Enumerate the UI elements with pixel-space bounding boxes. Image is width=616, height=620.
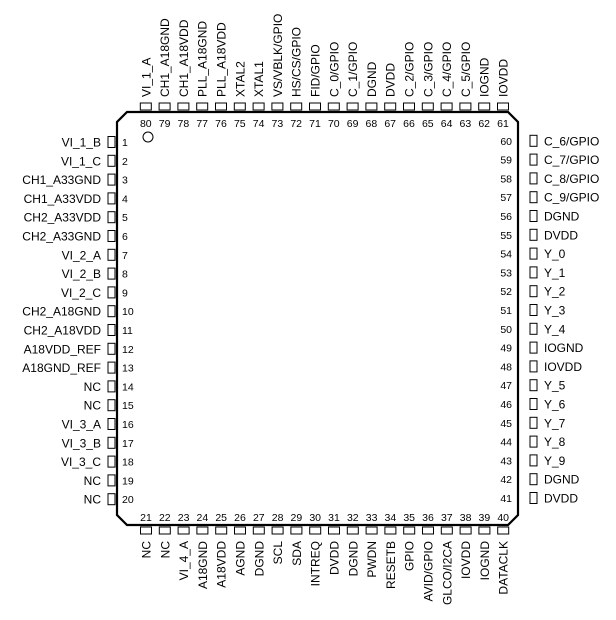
pin-label: DGND: [252, 541, 267, 577]
pin-label: CH1_A18GND: [158, 18, 173, 97]
pin-pad: [460, 103, 471, 110]
pin-label: HS/CS/GPIO: [289, 26, 304, 97]
pin-number: 40: [497, 512, 510, 524]
pin-label: Y_6: [544, 397, 566, 412]
pin-number: 77: [196, 118, 209, 130]
pin-pad: [460, 527, 471, 534]
pin-number: 36: [422, 512, 434, 524]
pin-label: IOGND: [477, 57, 492, 97]
pin-pad: [108, 381, 115, 392]
pin-label: NC: [139, 541, 154, 559]
pin-number: 20: [122, 494, 134, 507]
pin-number: 21: [140, 512, 152, 524]
pin-label: VI_4_A: [177, 541, 192, 581]
pin-label: Y_3: [544, 303, 566, 318]
pin-number: 17: [122, 437, 134, 450]
pin-pad: [530, 436, 537, 447]
pin-pad: [159, 103, 170, 110]
pin-label: DGND: [346, 541, 361, 577]
pin-label: IOGND: [544, 341, 584, 356]
pin-number: 35: [403, 512, 416, 524]
pin-number: 15: [122, 400, 134, 413]
pin-label: DGND: [364, 61, 379, 97]
pin-number: 48: [500, 361, 512, 374]
pin-number: 79: [158, 118, 171, 130]
pin-number: 53: [500, 267, 512, 280]
pin-pad: [530, 154, 537, 165]
pin-pad: [530, 192, 537, 203]
pin-label: A18GND: [195, 541, 210, 590]
pin-number: 63: [459, 118, 472, 130]
pin-label: PWDN: [365, 541, 380, 578]
pin-number: 59: [500, 154, 512, 167]
pin-number: 65: [421, 118, 434, 130]
pin-pad: [530, 493, 537, 504]
pin-pad: [347, 527, 358, 534]
pin-label: Y_9: [544, 453, 566, 468]
pin-pad: [234, 103, 245, 110]
pin-pad: [235, 527, 246, 534]
pin-label: CH1_A18VDD: [176, 19, 191, 97]
pin-label: IOVDD: [496, 58, 511, 97]
pin-label: IOVDD: [544, 359, 583, 374]
pin-label: VI_2_C: [60, 285, 101, 300]
pin-pad: [291, 103, 302, 110]
pin-number: 16: [122, 419, 134, 431]
pin-label: C_7/GPIO: [544, 153, 600, 168]
pin-number: 45: [500, 417, 512, 430]
pin-pad: [530, 323, 537, 334]
pin-label: VI_1_B: [61, 135, 101, 150]
pin-number: 50: [500, 323, 512, 336]
pin-number: 23: [177, 512, 190, 524]
pin-number: 4: [122, 193, 128, 206]
pin-label: RESETB: [383, 541, 398, 590]
pin-pad: [108, 419, 115, 430]
pin-label: DVDD: [544, 228, 579, 243]
pin-label: CH2_A18GND: [22, 304, 101, 319]
chip-body: [117, 112, 518, 525]
pin-number: 56: [500, 211, 512, 223]
pin-pad: [108, 137, 115, 148]
pin-label: FID/GPIO: [308, 44, 323, 97]
pin-label: A18VDD_REF: [23, 342, 101, 357]
pin-pad: [441, 527, 452, 534]
pin-pad: [530, 248, 537, 259]
pin-pad: [178, 103, 189, 110]
pin-pad: [197, 527, 208, 534]
pin-number: 47: [500, 380, 512, 393]
pin-number: 13: [122, 362, 134, 375]
pin-label: DATACLK: [496, 541, 511, 595]
pin-label: VI_3_A: [61, 417, 101, 432]
pin-label: A18VDD: [214, 541, 229, 588]
pin-pad: [404, 527, 415, 534]
pin-number: 49: [500, 342, 512, 355]
pin-label: AVID/GPIO: [421, 541, 436, 602]
pin-label: IOGND: [477, 541, 492, 581]
pin-number: 80: [139, 118, 152, 130]
pin-number: 24: [196, 512, 209, 524]
pin-label: PLL_A18VDD: [214, 22, 229, 97]
pin-label: SDA: [289, 541, 304, 566]
pin-number: 75: [233, 118, 246, 130]
pin-pad: [404, 103, 415, 110]
pin-pad: [140, 103, 151, 110]
pin-pad: [347, 103, 358, 110]
pin-number: 33: [365, 512, 378, 524]
pin-pad: [422, 103, 433, 110]
pin-number: 41: [500, 493, 512, 505]
pin-number: 28: [271, 512, 284, 524]
pin-label: NC: [83, 473, 101, 488]
pin-pad: [108, 212, 115, 223]
pin-number: 43: [500, 455, 512, 468]
pin-pad: [108, 456, 115, 467]
pin-number: 37: [440, 512, 453, 524]
pin-pad: [366, 527, 377, 534]
pin-pad: [216, 527, 227, 534]
pin-number: 51: [500, 305, 512, 317]
pin-number: 44: [500, 436, 512, 449]
pin-label: Y_5: [544, 378, 566, 393]
pin-pad: [108, 437, 115, 448]
pin-label: VI_3_C: [60, 455, 101, 470]
pin-number: 74: [252, 118, 265, 130]
pin-label: C_8/GPIO: [544, 171, 600, 186]
pin-pad: [530, 474, 537, 485]
pin-pad: [530, 211, 537, 222]
pin-number: 62: [478, 118, 491, 130]
pin-number: 38: [459, 512, 472, 524]
pin-label: DGND: [544, 209, 580, 224]
pin-pad: [108, 249, 115, 260]
pin-label: NC: [83, 379, 101, 394]
pin-number: 3: [122, 174, 128, 187]
pin-label: Y_1: [544, 265, 566, 280]
pin-number: 46: [500, 399, 512, 411]
pin-pad: [108, 343, 115, 354]
pin-pad: [272, 103, 283, 110]
pin-number: 60: [500, 135, 512, 148]
pin-pad: [108, 287, 115, 298]
pin-label: GLCO/I2CA: [440, 541, 455, 606]
pin-label: GPIO: [402, 541, 417, 572]
pin-label: VI_1_C: [60, 154, 101, 169]
pin-label: Y_8: [544, 435, 566, 450]
pin-number: 70: [327, 118, 340, 130]
pin-pad: [385, 103, 396, 110]
pin-number: 31: [328, 512, 340, 524]
pin-number: 19: [122, 475, 134, 488]
pin-label: INTREQ: [308, 541, 323, 587]
pin-number: 7: [122, 249, 128, 262]
pin-label: CH2_A18VDD: [23, 323, 101, 338]
pin-pad: [328, 103, 339, 110]
pin-number: 72: [290, 118, 303, 130]
pin-pad: [479, 103, 490, 110]
pin-pad: [329, 527, 340, 534]
pin-pad: [108, 475, 115, 486]
pin-label: CH2_A33GND: [22, 229, 101, 244]
pin-pad: [253, 527, 264, 534]
pin-label: SCL: [271, 541, 286, 565]
pin-pad: [253, 103, 264, 110]
pin-pad: [530, 399, 537, 410]
pin-label: C_3/GPIO: [421, 41, 436, 97]
pin-label: XTAL2: [233, 61, 248, 97]
pin-label: C_5/GPIO: [458, 41, 473, 97]
pin-number: 26: [234, 512, 246, 524]
pin-pad: [178, 527, 189, 534]
pin-pad: [108, 268, 115, 279]
pin-pad: [291, 527, 302, 534]
pin-label: C_0/GPIO: [327, 41, 342, 97]
pin-number: 64: [440, 118, 453, 130]
pin-label: C_4/GPIO: [440, 41, 455, 97]
pin-pad: [498, 527, 509, 534]
pin-number: 58: [500, 173, 512, 186]
pin-pad: [108, 193, 115, 204]
pin-label: VI_2_B: [61, 267, 101, 282]
pin-number: 68: [365, 118, 378, 130]
pin-pad: [385, 527, 396, 534]
pin-pad: [108, 306, 115, 317]
pin-number: 61: [497, 118, 509, 130]
pin-label: PLL_A18GND: [195, 20, 210, 97]
pin-number: 25: [215, 512, 228, 524]
pin-label: IOVDD: [459, 541, 474, 580]
pin-label: XTAL1: [252, 61, 267, 97]
pin-number: 9: [122, 287, 128, 300]
pin-pad: [530, 173, 537, 184]
pin-pad: [479, 527, 490, 534]
pin-pad: [108, 325, 115, 336]
pin-number: 29: [290, 512, 303, 524]
pin-number: 39: [478, 512, 491, 524]
pin-label: CH1_A33VDD: [23, 191, 101, 206]
pin-label: AGND: [233, 541, 248, 576]
pin-pad: [530, 267, 537, 278]
pin-pad: [441, 103, 452, 110]
pin-label: DVDD: [544, 491, 579, 506]
pin-number: 8: [122, 268, 128, 281]
pin-number: 18: [122, 456, 134, 469]
pin-pad: [108, 155, 115, 166]
pin-label: CH2_A33VDD: [23, 210, 101, 225]
pin-pad: [216, 103, 227, 110]
pin-number: 78: [177, 118, 190, 130]
pin-pad: [108, 494, 115, 505]
pin-number: 54: [500, 248, 512, 261]
pin-label: NC: [83, 398, 101, 413]
pin-pad: [310, 103, 321, 110]
pin-number: 12: [122, 343, 134, 356]
pin-pad: [108, 362, 115, 373]
pin-label: CH1_A33GND: [22, 173, 101, 188]
pin-number: 22: [158, 512, 171, 524]
pin-label: A18GND_REF: [22, 361, 101, 376]
pin-label: VI_2_A: [61, 248, 101, 263]
pin-pad: [530, 361, 537, 372]
pin-label: DGND: [544, 472, 580, 487]
pin-pad: [366, 103, 377, 110]
pin-pad: [498, 103, 509, 110]
pin-label: VI_1_A: [139, 57, 154, 97]
pin-number: 71: [309, 118, 321, 130]
pin-pad: [530, 380, 537, 391]
pin-label: DVDD: [383, 62, 398, 97]
pin-pad: [530, 455, 537, 466]
pin-pad: [108, 231, 115, 242]
pin-number: 10: [122, 306, 134, 319]
pin-pad: [108, 174, 115, 185]
pin-number: 52: [500, 286, 512, 299]
pin-number: 32: [346, 512, 359, 524]
pin-label: Y_7: [544, 416, 566, 431]
pin-label: VI_3_B: [61, 436, 101, 451]
pin-pad: [530, 286, 537, 297]
pin-label: Y_0: [544, 247, 566, 262]
pin-pad: [530, 305, 537, 316]
pin-number: 42: [500, 474, 512, 487]
pin-label: NC: [158, 541, 173, 559]
pin-pad: [310, 527, 321, 534]
pin-pad: [272, 527, 283, 534]
pin-label: C_9/GPIO: [544, 190, 600, 205]
pin-pad: [159, 527, 170, 534]
pin-label: NC: [83, 492, 101, 507]
pin-number: 6: [122, 231, 128, 243]
pin-number: 2: [122, 155, 128, 168]
pin-number: 66: [403, 118, 415, 130]
pin-number: 73: [271, 118, 284, 130]
pin-label: C_6/GPIO: [544, 134, 600, 149]
pin-label: DVDD: [327, 541, 342, 576]
pin-number: 30: [309, 512, 322, 524]
pin-label: Y_2: [544, 284, 566, 299]
pin-number: 34: [384, 512, 397, 524]
pin-number: 69: [346, 118, 359, 130]
pin-pad: [423, 527, 434, 534]
pin-pad: [141, 527, 152, 534]
pin-pad: [530, 135, 537, 146]
pin-number: 27: [252, 512, 265, 524]
pin-pad: [197, 103, 208, 110]
pin-number: 67: [384, 118, 397, 130]
pin-label: C_2/GPIO: [402, 41, 417, 97]
pin-label: VS/VBLK/GPIO: [270, 13, 285, 97]
pin-number: 1: [122, 137, 128, 149]
pin-label: C_1/GPIO: [346, 41, 361, 97]
pin-pad: [108, 400, 115, 411]
pin-number: 14: [122, 381, 134, 394]
pin-pad: [530, 229, 537, 240]
pin-number: 76: [215, 118, 227, 130]
pin-pad: [530, 417, 537, 428]
pin-label: Y_4: [544, 322, 566, 337]
pin-number: 57: [500, 192, 512, 205]
pin-pad: [530, 342, 537, 353]
pin-number: 55: [500, 229, 512, 242]
pin-number: 5: [122, 212, 128, 225]
pin-number: 11: [122, 325, 133, 337]
